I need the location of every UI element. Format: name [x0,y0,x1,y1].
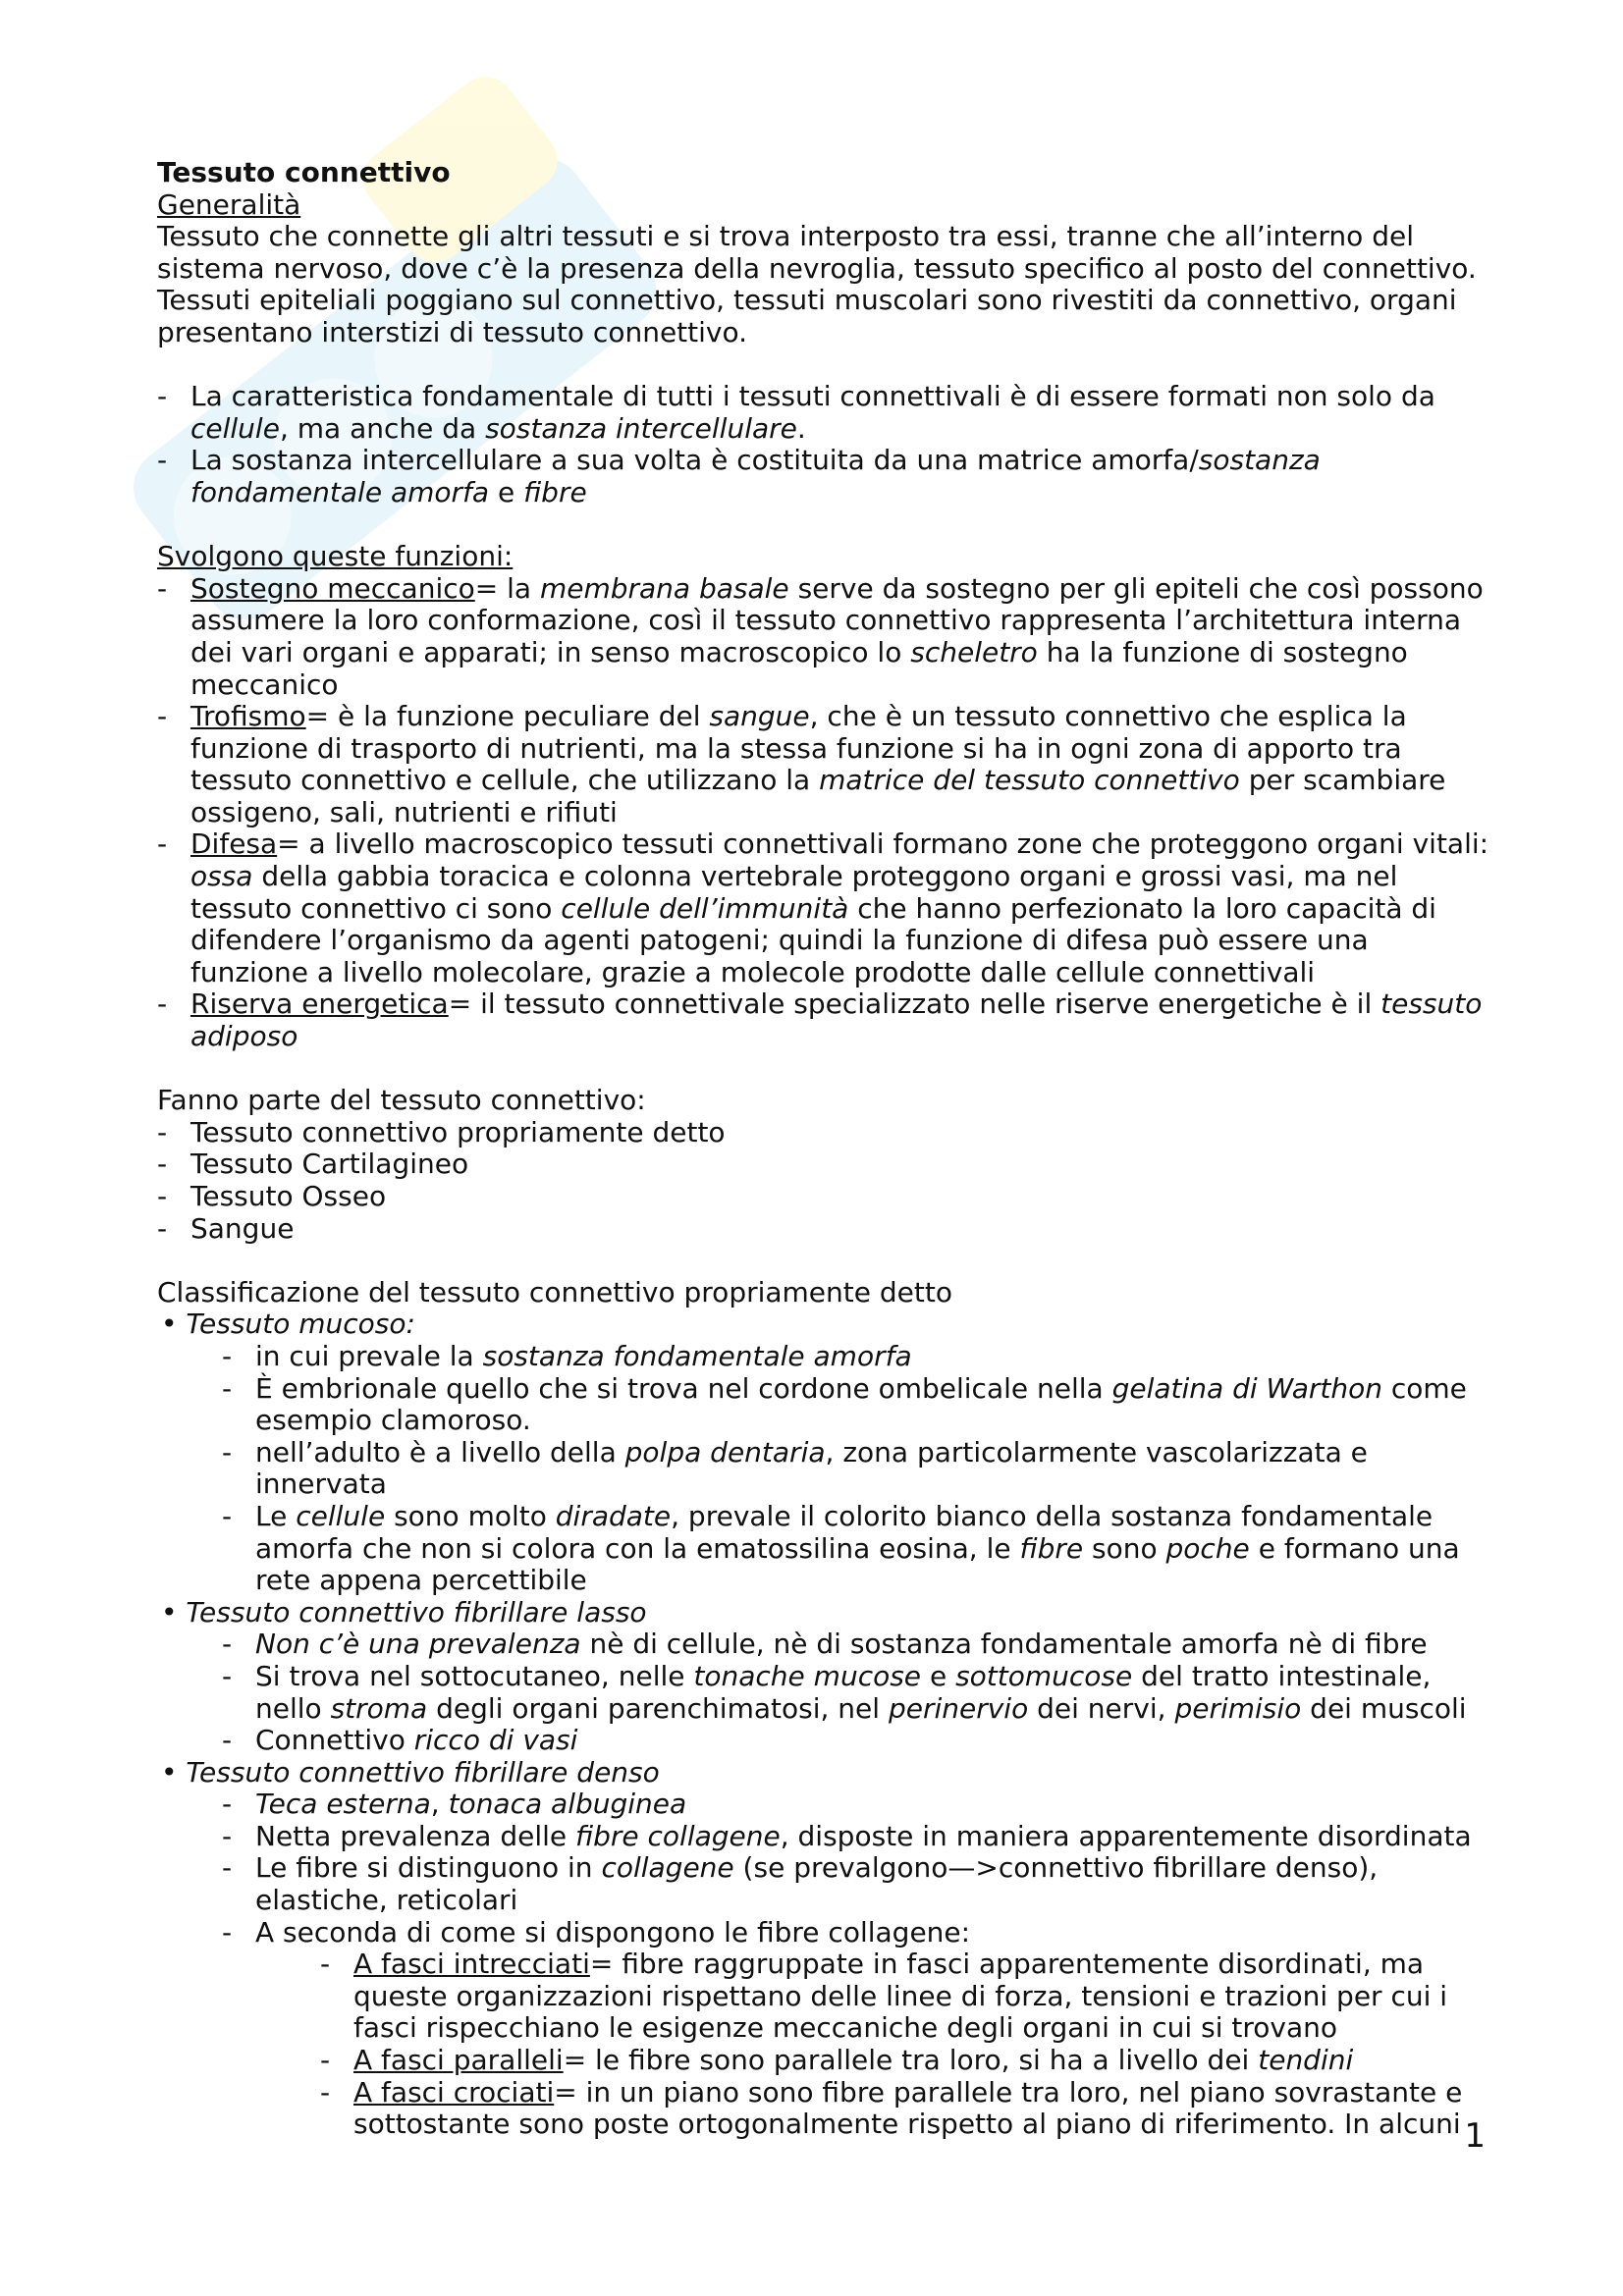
list-item: - Tessuto Osseo [157,1181,1492,1213]
section-heading-funzioni: Svolgono queste funzioni: [157,540,514,573]
subheading-fibrillare-lasso: • Tessuto connettivo fibrillare lasso [161,1595,647,1629]
list-item: - Tessuto connettivo propriamente detto [157,1117,1492,1149]
list-item: - Sangue [157,1213,1492,1246]
list-item: - La caratteristica fondamentale di tutti i tessuti connettivali è di essere formati non solo da cellule, ma anche da sostanza intercellulare. [157,381,1492,445]
document-title: Tessuto connettivo [157,156,451,188]
list-item: - Non c’è una prevalenza nè di cellule, nè di sostanza fondamentale amorfa nè di fibre [157,1629,1492,1661]
list-item: - Sostegno meccanico= la membrana basale serve da sostegno per gli epiteli che così possono assumere la loro conformazione, così il tessuto connettivo rappresenta l’architettura interna dei vari organi e apparati; in senso macroscopico lo scheletro ha la funzione di sostegno meccanico [157,573,1492,701]
list-item: - in cui prevale la sostanza fondamentale amorfa [157,1341,1492,1373]
list-item: - A fasci paralleli= le fibre sono parallele tra loro, si ha a livello dei tendini [157,2045,1492,2077]
intro-paragraph: Tessuto che connette gli altri tessuti e si trova interposto tra essi, tranne che all’interno del sistema nervoso, dove c’è la presenza della nevroglia, tessuto specifico al posto del connettivo. Tessuti epiteliali poggiano sul connettivo, tessuti muscolari sono rivestiti da connettivo, organi presentano interstizi di tessuto connettivo. [157,220,1477,348]
list-item: - La sostanza intercellulare a sua volta è costituita da una matrice amorfa/sostanza fondamentale amorfa e fibre [157,445,1492,508]
section-heading-classificazione: Classificazione del tessuto connettivo propriamente detto [157,1275,952,1308]
list-item: - È embrionale quello che si trova nel cordone ombelicale nella gelatina di Warthon come esempio clamoroso. [157,1373,1492,1437]
section-heading-tipi: Fanno parte del tessuto connettivo: [157,1084,646,1117]
list-item: - Connettivo ricco di vasi [157,1725,1492,1757]
characteristics-list [157,381,1492,508]
list-item: - Riserva energetica= il tessuto connettivale specializzato nelle riserve energetiche è il tessuto adiposo [157,988,1492,1052]
section-heading-generalita: Generalità [157,187,301,221]
fasci-list [157,1949,1492,2141]
list-item: - Le cellule sono molto diradate, prevale il colorito bianco della sostanza fondamentale amorfa che non si colora con la ematossilina eosina, le fibre sono poche e formano una rete appena percettibile [157,1501,1492,1597]
document-page [157,157,1492,2141]
subheading-tessuto-mucoso: • Tessuto mucoso: [161,1308,415,1341]
list-item: - Teca esterna, tonaca albuginea [157,1789,1492,1821]
list-item: - Difesa= a livello macroscopico tessuti connettivali formano zone che proteggono organi vitali: ossa della gabbia toracica e colonna vertebrale proteggono organi e grossi vasi, ma nel tessuto connettivo ci sono cellule dell’immunità che hanno perfezionato la loro capacità di difendere l’organismo da agenti patogeni; quindi la funzione di difesa può essere una funzione a livello molecolare, grazie a molecole prodotte dalle cellule connettivali [157,828,1492,988]
list-item: - A seconda di come si dispongono le fibre collagene: [157,1917,1492,1949]
mucoso-list [157,1341,1492,1597]
list-item: - Tessuto Cartilagineo [157,1148,1492,1181]
types-list [157,1117,1492,1245]
denso-list [157,1789,1492,1949]
list-item: - Netta prevalenza delle fibre collagene, disposte in maniera apparentemente disordinata [157,1821,1492,1853]
subheading-fibrillare-denso: • Tessuto connettivo fibrillare denso [161,1755,660,1789]
list-item: - Le fibre si distinguono in collagene (se prevalgono—>connettivo fibrillare denso), elastiche, reticolari [157,1852,1492,1916]
functions-list [157,573,1492,1053]
page-number: 1 [1464,2116,1486,2156]
list-item: - A fasci crociati= in un piano sono fibre parallele tra loro, nel piano sovrastante e sottostante sono poste ortogonalmente rispetto al piano di riferimento. In alcuni [157,2077,1492,2141]
list-item: - A fasci intrecciati= fibre raggruppate in fasci apparentemente disordinati, ma queste organizzazioni rispettano delle linee di forza, tensioni e trazioni per cui i fasci rispecchiano le esigenze meccaniche degli organi in cui si trovano [157,1949,1492,2045]
list-item: - nell’adulto è a livello della polpa dentaria, zona particolarmente vascolarizzata e innervata [157,1437,1492,1501]
list-item: - Trofismo= è la funzione peculiare del sangue, che è un tessuto connettivo che esplica la funzione di trasporto di nutrienti, ma la stessa funzione si ha in ogni zona di apporto tra tessuto connettivo e cellule, che utilizzano la matrice del tessuto connettivo per scambiare ossigeno, sali, nutrienti e rifiuti [157,701,1492,828]
lasso-list [157,1629,1492,1756]
list-item: - Si trova nel sottocutaneo, nelle tonache mucose e sottomucose del tratto intestinale, nello stroma degli organi parenchimatosi, nel perinervio dei nervi, perimisio dei muscoli [157,1661,1492,1725]
